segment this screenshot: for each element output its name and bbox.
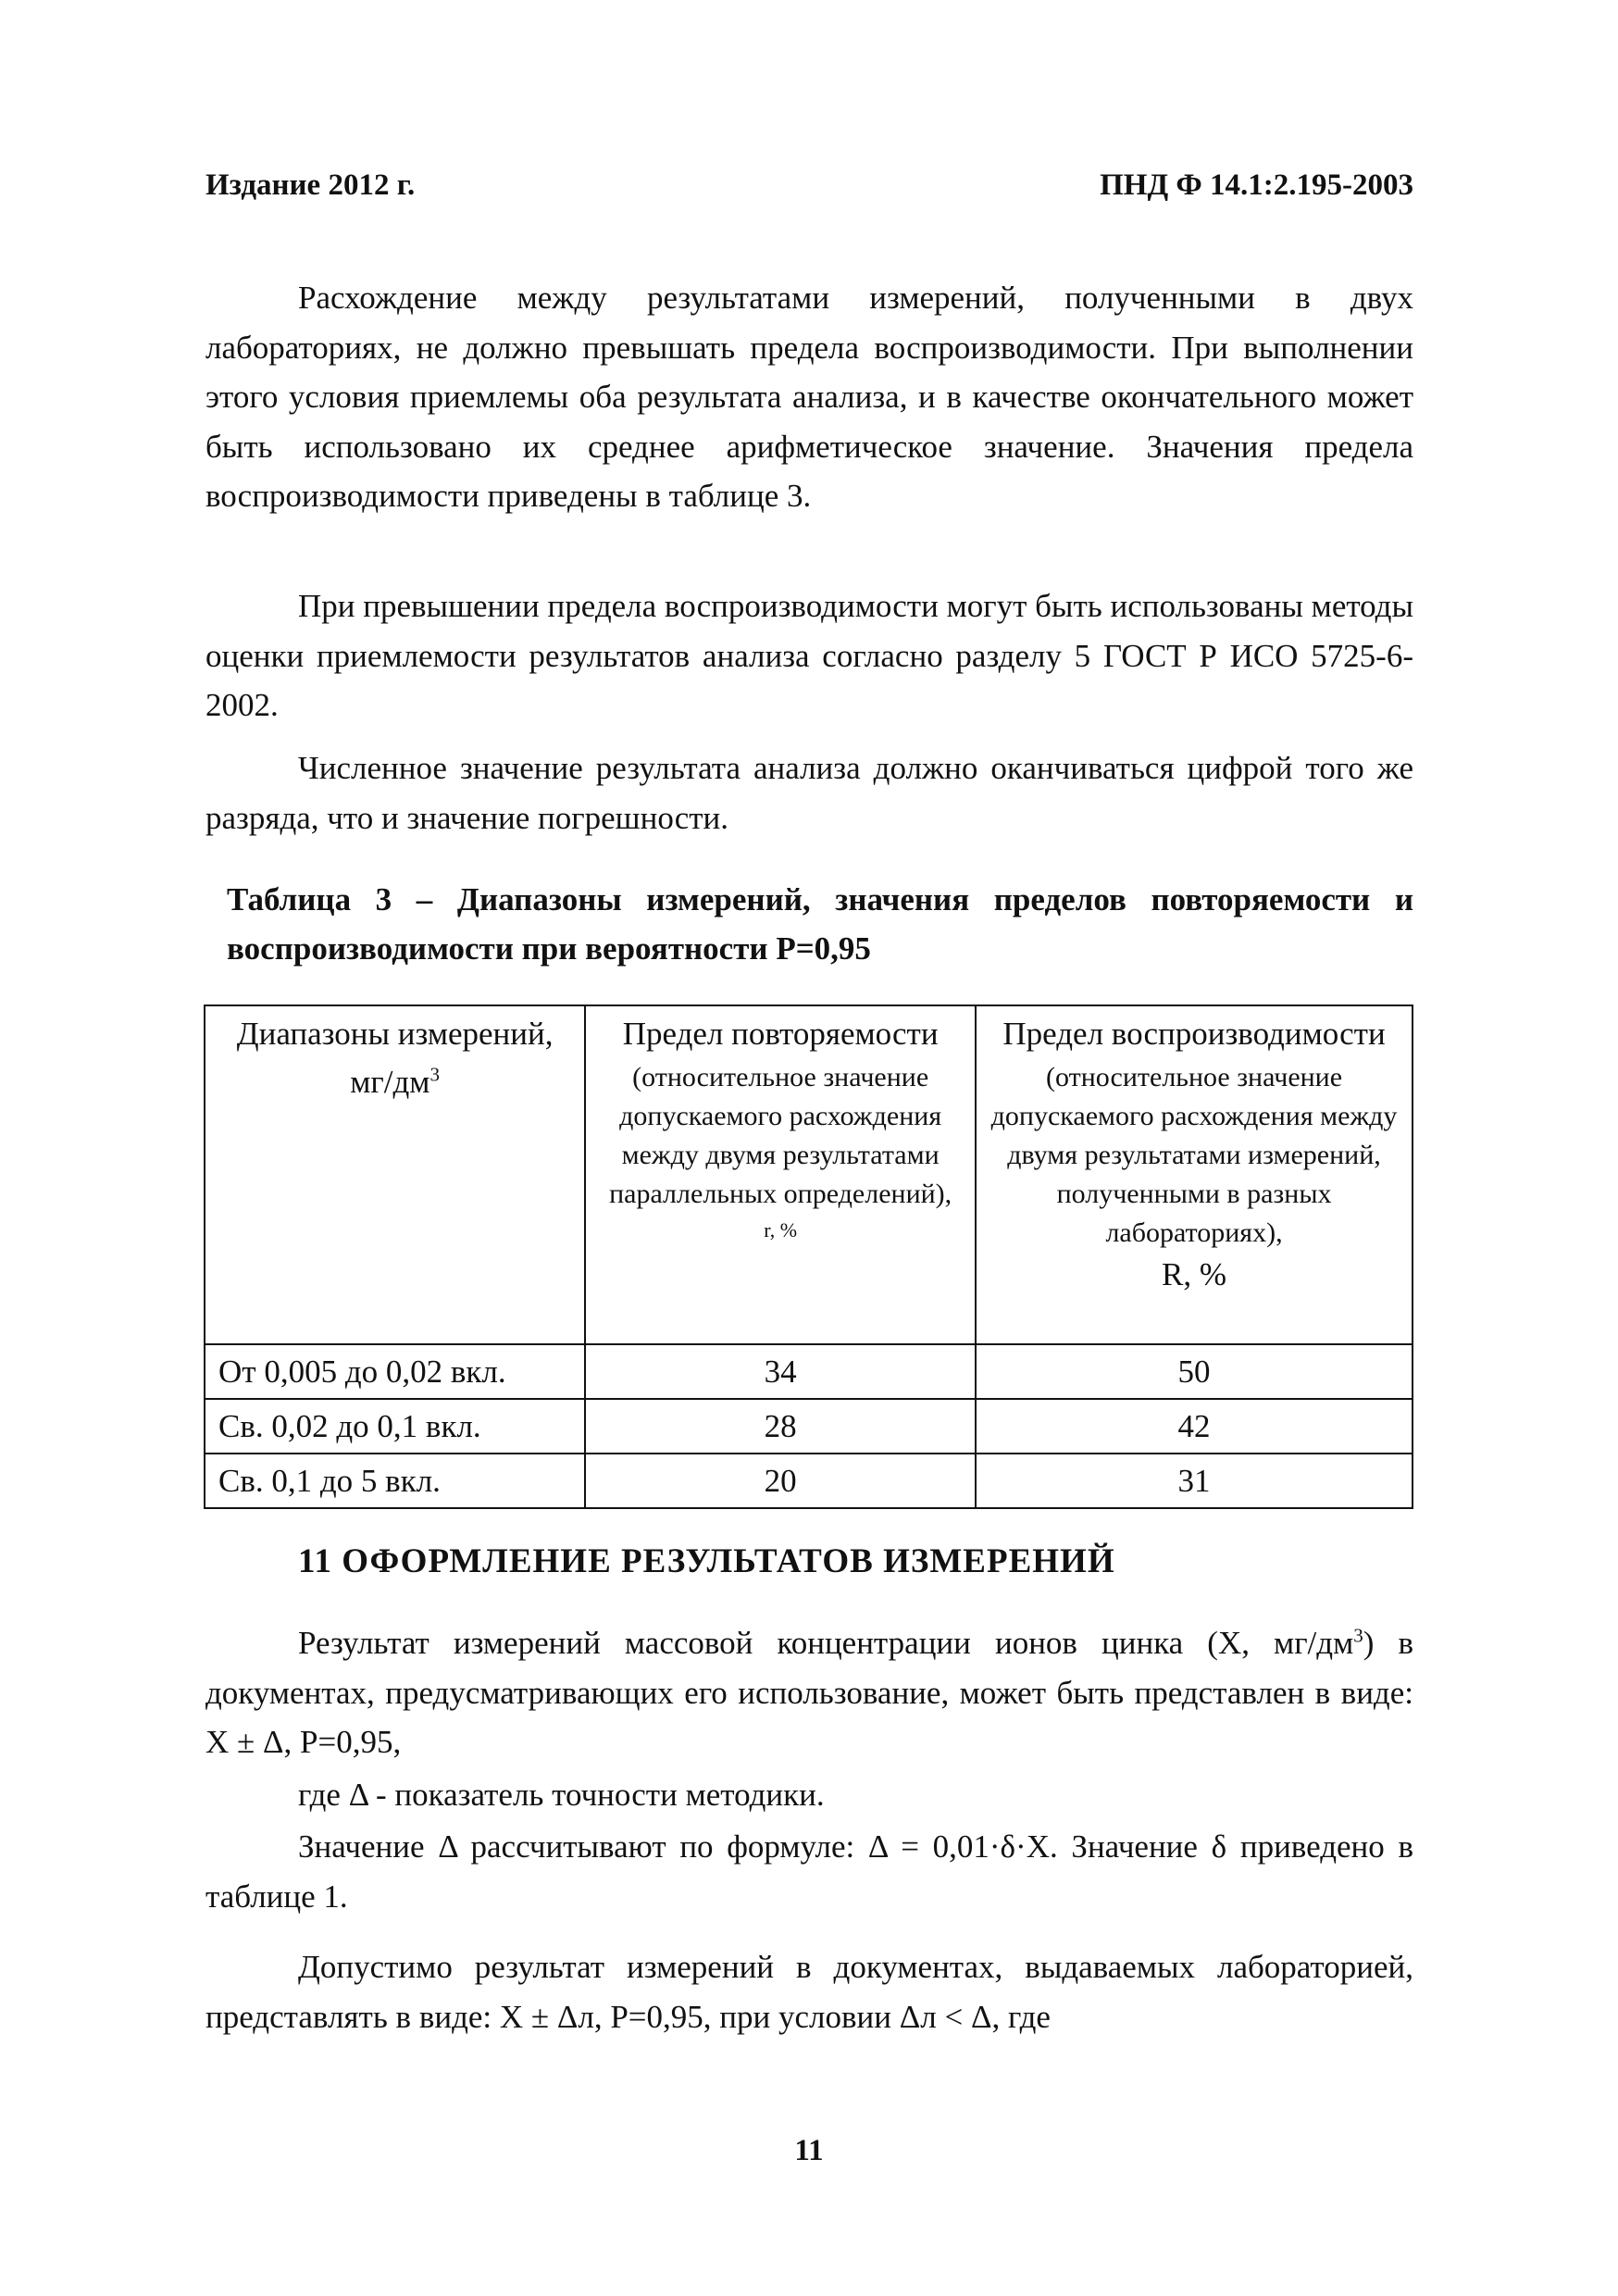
paragraph-numeric-value: Численное значение результата анализа должно оканчиваться цифрой того же разряда, что и значение погрешности. xyxy=(205,750,1413,836)
result-format-text-a: Результат измерений массовой концентрации ионов цинка (X, мг/дм xyxy=(298,1625,1354,1661)
unit-superscript: 3 xyxy=(429,1063,440,1086)
header-ranges-unit xyxy=(205,1058,584,1106)
paragraph-delta-definition: где Δ - показатель точности методики. xyxy=(298,1777,825,1813)
paragraph-lab-result: Допустимо результат измерений в документах, выдаваемых лабораторией, представлять в виде: X ± Δл, P=0,95, при условии Δл < Δ, где xyxy=(205,1949,1413,2035)
limits-table xyxy=(204,1004,1413,1509)
document-code: ПНД Ф 14.1:2.195-2003 xyxy=(1100,168,1413,202)
page-header xyxy=(205,168,1413,211)
cell-range: Св. 0,1 до 5 вкл. xyxy=(205,1454,585,1508)
header-reproducibility-title: Предел воспроизводимости xyxy=(1002,1016,1386,1052)
cell-range: Св. 0,02 до 0,1 вкл. xyxy=(205,1399,585,1454)
cell-reproducibility: 31 xyxy=(976,1454,1413,1508)
edition-label: Издание 2012 г. xyxy=(205,168,416,202)
table-row xyxy=(205,1344,1413,1399)
paragraph-exceeding-limit: При превышении предела воспроизводимости могут быть использованы методы оценки приемлемости результатов анализа согласно разделу 5 ГОСТ Р ИСО 5725-6-2002. xyxy=(205,588,1413,723)
cell-reproducibility: 50 xyxy=(976,1344,1413,1399)
header-reproducibility-unit: R, % xyxy=(1162,1256,1227,1292)
unit-text: мг/дм xyxy=(350,1064,430,1100)
section-title: 11 ОФОРМЛЕНИЕ РЕЗУЛЬТАТОВ ИЗМЕРЕНИЙ xyxy=(298,1542,1115,1580)
paragraph-result-format xyxy=(205,1618,1413,1767)
table-row xyxy=(205,1399,1413,1454)
result-format-text-b: ) в документах, предусматривающих его использование, может быть представлен в виде: X ± Δ, P=0,95, xyxy=(205,1625,1413,1760)
result-format-superscript: 3 xyxy=(1353,1624,1363,1647)
header-repeatability-unit: r, % xyxy=(764,1218,798,1242)
cell-range: От 0,005 до 0,02 вкл. xyxy=(205,1344,585,1399)
header-reproducibility-note: (относительное значение допускаемого расхождения между двумя результатами измерений, полученными в разных лабораториях), xyxy=(990,1062,1398,1248)
header-repeatability-note: (относительное значение допускаемого расхождения между двумя результатами параллельных определений), xyxy=(609,1062,952,1209)
cell-repeatability: 28 xyxy=(585,1399,976,1454)
header-ranges-title: Диапазоны измерений, xyxy=(236,1016,554,1052)
header-repeatability-title: Предел повторяемости xyxy=(622,1016,939,1052)
table-header-row xyxy=(205,1005,1413,1344)
table-row xyxy=(205,1454,1413,1508)
paragraph-delta-formula: Значение Δ рассчитывают по формуле: Δ = 0,01·δ·X. Значение δ приведено в таблице 1. xyxy=(205,1828,1413,1915)
header-repeatability xyxy=(585,1005,976,1344)
header-reproducibility xyxy=(976,1005,1413,1344)
paragraph-reproducibility: Расхождение между результатами измерений, полученными в двух лабораториях, не должно превышать предела воспроизводимости. При выполнении этого условия приемлемы оба результата анализа, и в качестве окончательного может быть использовано их среднее арифметическое значение. Значения предела воспроизводимости приведены в таблице 3. xyxy=(205,280,1413,514)
table-caption: Таблица 3 – Диапазоны измерений, значения пределов повторяемости и воспроизводимости при вероятности P=0,95 xyxy=(227,881,1413,967)
page-number: 11 xyxy=(794,2134,824,2167)
header-ranges xyxy=(205,1005,585,1344)
cell-repeatability: 34 xyxy=(585,1344,976,1399)
cell-reproducibility: 42 xyxy=(976,1399,1413,1454)
cell-repeatability: 20 xyxy=(585,1454,976,1508)
